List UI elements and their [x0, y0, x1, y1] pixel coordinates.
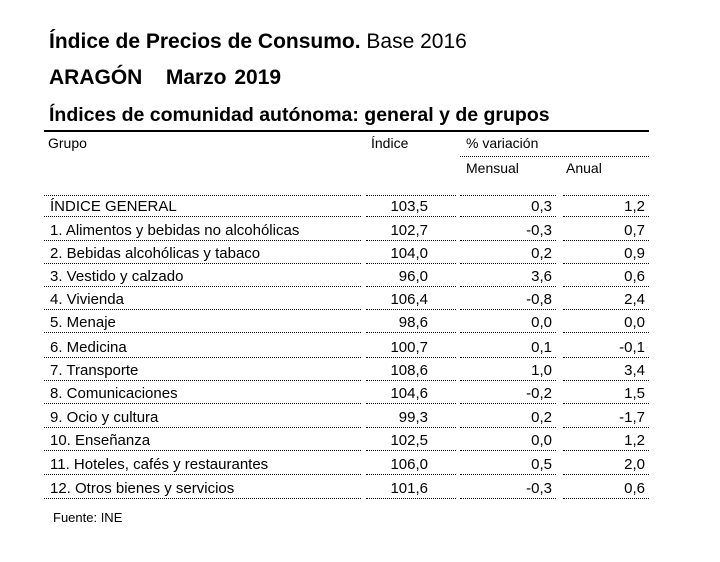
row-annual-variation: -0,1	[619, 339, 645, 356]
row-group-name: 3. Vestido y calzado	[50, 268, 184, 285]
row-annual-variation: 3,4	[624, 362, 645, 379]
row-rule	[460, 474, 556, 475]
column-header-annual: Anual	[566, 160, 602, 176]
row-index-value: 102,7	[390, 222, 428, 239]
row-rule	[563, 380, 649, 381]
row-rule	[366, 263, 456, 264]
table-row	[0, 429, 720, 452]
title-base: Base 2016	[366, 30, 467, 53]
row-rule	[563, 474, 649, 475]
row-annual-variation: 0,9	[624, 245, 645, 262]
row-rule	[366, 498, 456, 499]
page-title	[49, 30, 467, 54]
row-rule	[563, 450, 649, 451]
row-index-value: 106,0	[390, 456, 428, 473]
row-rule	[460, 216, 556, 217]
table-row	[0, 242, 720, 265]
row-monthly-variation: 0,0	[531, 432, 552, 449]
row-rule	[44, 309, 361, 310]
row-annual-variation: 2,4	[624, 291, 645, 308]
row-monthly-variation: 0,0	[531, 314, 552, 331]
row-annual-variation: 1,2	[624, 198, 645, 215]
row-rule	[44, 240, 361, 241]
row-monthly-variation: -0,8	[526, 291, 552, 308]
row-rule	[460, 286, 556, 287]
row-rule	[366, 427, 456, 428]
table-row	[0, 265, 720, 288]
row-rule	[366, 309, 456, 310]
table-row	[0, 382, 720, 405]
source-note: Fuente: INE	[53, 510, 123, 525]
row-group-name: 7. Transporte	[50, 362, 139, 379]
table-row	[0, 195, 720, 218]
row-rule	[44, 286, 361, 287]
row-index-value: 101,6	[390, 480, 428, 497]
row-group-name: ÍNDICE GENERAL	[50, 198, 177, 215]
row-group-name: 4. Vivienda	[50, 291, 124, 308]
row-group-name: 8. Comunicaciones	[50, 385, 178, 402]
row-index-value: 106,4	[390, 291, 428, 308]
table-row	[0, 219, 720, 242]
row-rule	[44, 263, 361, 264]
row-monthly-variation: -0,3	[526, 222, 552, 239]
row-rule	[563, 240, 649, 241]
row-monthly-variation: 0,5	[531, 456, 552, 473]
row-rule	[460, 403, 556, 404]
row-rule	[563, 216, 649, 217]
row-rule	[366, 357, 456, 358]
row-index-value: 103,5	[390, 198, 428, 215]
row-annual-variation: 2,0	[624, 456, 645, 473]
row-rule	[366, 216, 456, 217]
table-top-rule	[44, 130, 649, 132]
row-index-value: 96,0	[398, 268, 428, 285]
row-rule	[366, 450, 456, 451]
row-monthly-variation: -0,2	[526, 385, 552, 402]
row-rule	[44, 474, 361, 475]
row-rule	[44, 357, 361, 358]
row-rule	[460, 380, 556, 381]
table-row	[0, 477, 720, 500]
row-index-value: 102,5	[390, 432, 428, 449]
row-rule	[460, 309, 556, 310]
row-group-name: 1. Alimentos y bebidas no alcohólicas	[50, 222, 300, 239]
row-monthly-variation: 1,0	[531, 362, 552, 379]
column-header-index: Índice	[371, 135, 409, 151]
row-monthly-variation: 0,2	[531, 409, 552, 426]
variation-header-divider	[460, 156, 649, 157]
row-rule	[44, 403, 361, 404]
row-group-name: 10. Enseñanza	[50, 432, 151, 449]
row-annual-variation: 0,6	[624, 480, 645, 497]
row-monthly-variation: -0,3	[526, 480, 552, 497]
row-annual-variation: -1,7	[619, 409, 645, 426]
row-rule	[44, 216, 361, 217]
title-main: Índice de Precios de Consumo.	[49, 30, 361, 53]
row-rule	[460, 427, 556, 428]
row-rule	[563, 309, 649, 310]
row-rule	[366, 474, 456, 475]
table-subtitle: Índices de comunidad autónoma: general y de grupos	[49, 104, 550, 126]
region-period: ARAGÓN Marzo 2019	[49, 66, 282, 89]
table-row	[0, 311, 720, 334]
row-rule	[44, 450, 361, 451]
row-rule	[366, 286, 456, 287]
row-monthly-variation: 0,1	[531, 339, 552, 356]
row-rule	[44, 427, 361, 428]
row-annual-variation: 1,5	[624, 385, 645, 402]
row-rule	[366, 240, 456, 241]
column-header-monthly: Mensual	[466, 160, 519, 176]
row-monthly-variation: 3,6	[531, 268, 552, 285]
row-rule	[563, 332, 649, 333]
row-rule	[460, 332, 556, 333]
row-index-value: 104,0	[390, 245, 428, 262]
row-group-name: 6. Medicina	[50, 339, 127, 356]
row-rule	[460, 498, 556, 499]
row-group-name: 5. Menaje	[50, 314, 116, 331]
row-rule	[44, 332, 361, 333]
table-row	[0, 359, 720, 382]
row-group-name: 11. Hoteles, cafés y restaurantes	[50, 456, 269, 473]
row-rule	[563, 263, 649, 264]
table-row	[0, 453, 720, 476]
row-rule	[563, 286, 649, 287]
row-rule	[366, 380, 456, 381]
row-rule	[563, 357, 649, 358]
table-row	[0, 336, 720, 359]
row-index-value: 100,7	[390, 339, 428, 356]
row-group-name: 2. Bebidas alcohólicas y tabaco	[50, 245, 261, 262]
row-rule	[366, 332, 456, 333]
row-rule	[563, 427, 649, 428]
row-rule	[44, 380, 361, 381]
table-row	[0, 406, 720, 429]
row-rule	[366, 403, 456, 404]
row-annual-variation: 0,6	[624, 268, 645, 285]
row-annual-variation: 0,7	[624, 222, 645, 239]
column-header-group: Grupo	[48, 135, 87, 151]
row-index-value: 98,6	[398, 314, 428, 331]
row-index-value: 108,6	[390, 362, 428, 379]
row-annual-variation: 0,0	[624, 314, 645, 331]
row-group-name: 12. Otros bienes y servicios	[50, 480, 235, 497]
column-header-variation: % variación	[466, 135, 539, 151]
row-group-name: 9. Ocio y cultura	[50, 409, 159, 426]
row-rule	[460, 357, 556, 358]
row-rule	[460, 450, 556, 451]
row-monthly-variation: 0,3	[531, 198, 552, 215]
row-index-value: 104,6	[390, 385, 428, 402]
row-rule	[460, 240, 556, 241]
row-rule	[563, 403, 649, 404]
row-rule	[460, 263, 556, 264]
row-rule	[563, 498, 649, 499]
table-row	[0, 288, 720, 311]
row-rule	[44, 498, 361, 499]
row-monthly-variation: 0,2	[531, 245, 552, 262]
row-annual-variation: 1,2	[624, 432, 645, 449]
row-index-value: 99,3	[398, 409, 428, 426]
